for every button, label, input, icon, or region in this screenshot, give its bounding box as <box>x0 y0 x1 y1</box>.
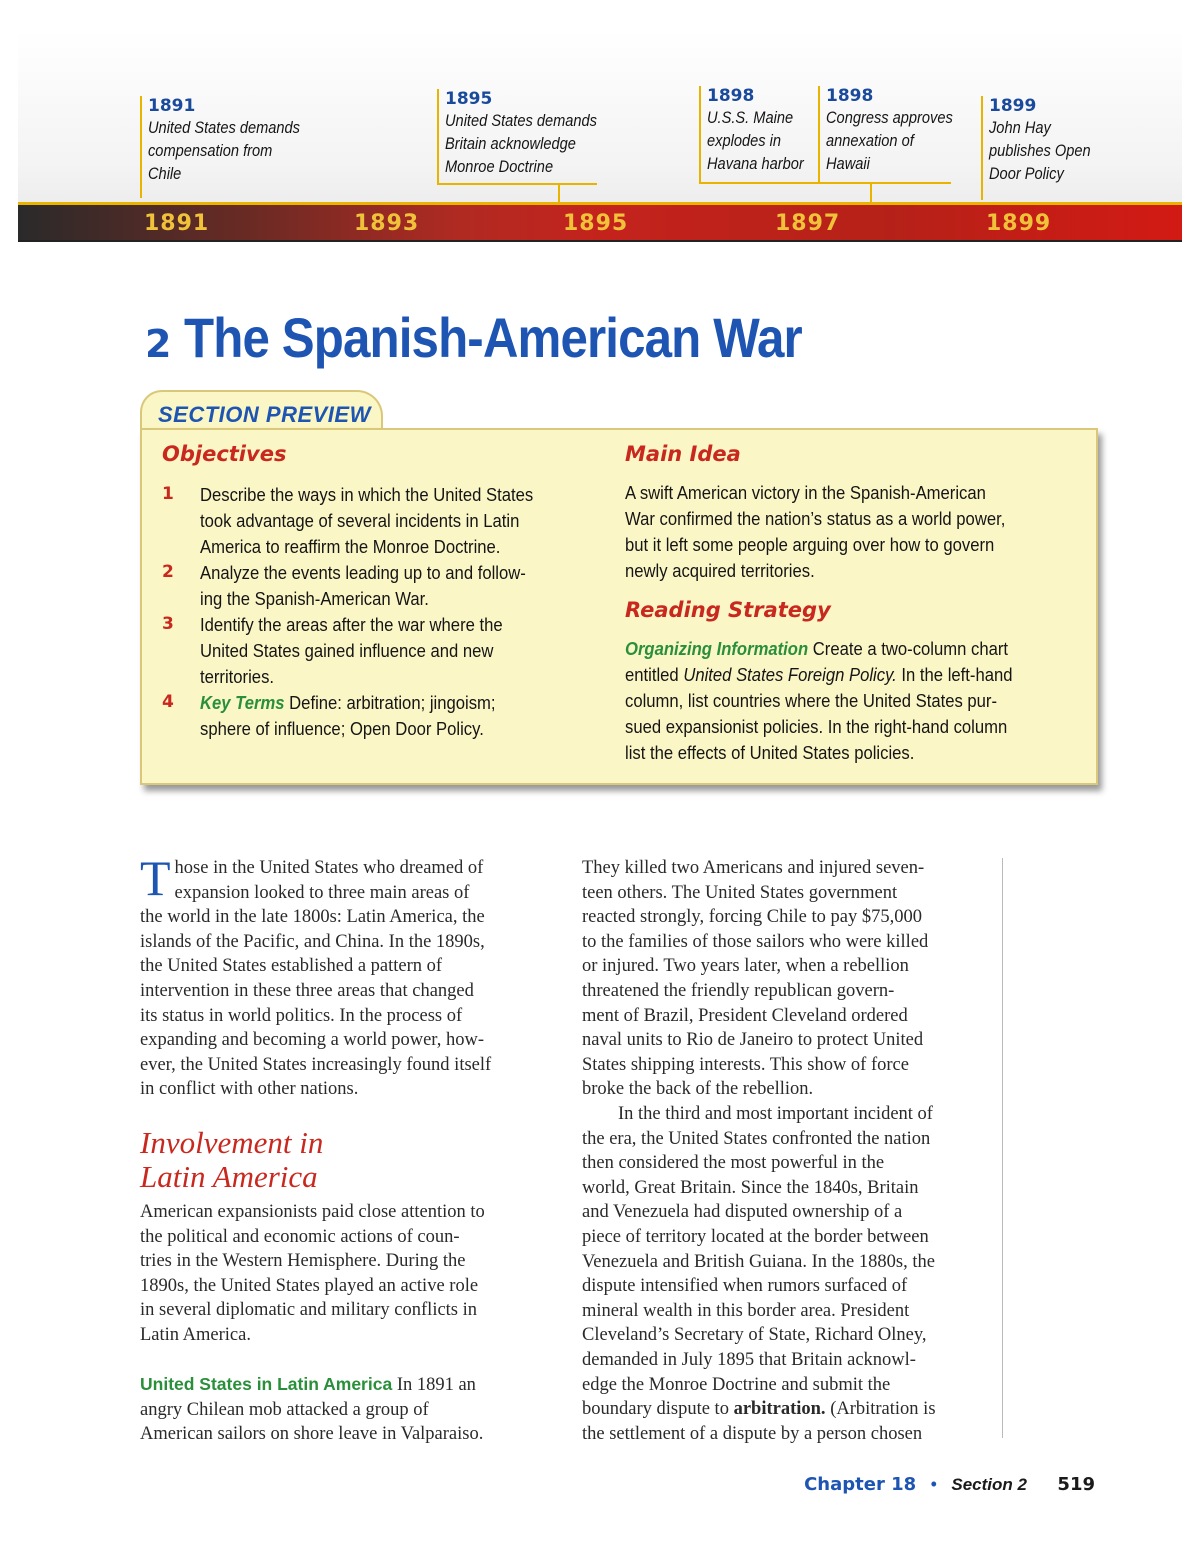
event-text-line: U.S.S. Maine <box>707 108 794 127</box>
body-line: American expansionists paid close attention to <box>140 1202 485 1222</box>
event-text-line: annexation of <box>826 131 914 150</box>
bar-year-label: 1893 <box>354 211 420 236</box>
strategy-line: Create a two-column chart <box>808 638 1009 659</box>
event-year: 1899 <box>989 96 1037 116</box>
section-preview-box <box>140 428 1098 785</box>
timeline-event-1895 <box>437 89 622 185</box>
objective-line: sphere of influence; Open Door Policy. <box>200 718 484 739</box>
body-column-2-para1 <box>582 856 980 1102</box>
section-preview-label: SECTION PREVIEW <box>158 402 371 427</box>
body-column-1-para2 <box>140 1200 538 1348</box>
body-line: in conflict with other nations. <box>140 1079 359 1100</box>
timeline-event-1898-maine <box>699 86 819 184</box>
page-footer <box>804 1474 1095 1495</box>
body-line: In 1891 an <box>392 1375 476 1395</box>
reading-strategy-text <box>625 636 1057 766</box>
section-title-text: The Spanish-American War <box>183 306 802 369</box>
timeline-event-1898-hawaii <box>818 86 973 184</box>
body-line: mineral wealth in this border area. President <box>582 1300 910 1321</box>
body-line: ment of Brazil, President Cleveland ordered <box>582 1005 908 1026</box>
objective-line: ing the Spanish-American War. <box>200 588 429 609</box>
event-text-line: Chile <box>148 164 182 183</box>
section-number: 2 <box>145 322 172 366</box>
objective-number: 4 <box>162 692 174 712</box>
timeline-connector <box>870 182 872 204</box>
body-line: and Venezuela had disputed ownership of a <box>582 1202 903 1223</box>
event-text-line: compensation from <box>148 141 273 160</box>
objective-number: 2 <box>162 562 174 582</box>
event-text-line: Havana harbor <box>707 154 804 173</box>
event-year: 1898 <box>707 86 755 106</box>
event-text-line: Congress approves <box>826 108 953 127</box>
main-idea-line: newly acquired territories. <box>625 560 815 581</box>
strategy-line: column, list countries where the United States pur- <box>625 690 998 711</box>
timeline-connector <box>437 183 597 185</box>
event-text-line: John Hay <box>989 118 1051 137</box>
strategy-line: In the left-hand <box>896 664 1013 685</box>
body-line: hose in the United States who dreamed of <box>174 858 484 878</box>
footer-bullet: • <box>930 1474 937 1494</box>
body-line: or injured. Two years later, when a rebellion <box>582 956 909 977</box>
main-idea-heading: Main Idea <box>625 442 741 466</box>
event-year: 1891 <box>148 96 196 116</box>
event-year: 1898 <box>826 86 874 106</box>
objective-line: took advantage of several incidents in Latin <box>200 510 520 531</box>
body-line: Venezuela and British Guiana. In the 1880s, the <box>582 1251 935 1272</box>
heading-line: Latin America <box>140 1159 318 1194</box>
event-year: 1895 <box>445 89 493 109</box>
body-line: intervention in these three areas that changed <box>140 980 474 1001</box>
event-text-line: Hawaii <box>826 154 870 173</box>
body-line: edge the Monroe Doctrine and submit the <box>582 1374 891 1395</box>
body-line: the world in the late 1800s: Latin America, the <box>140 907 485 928</box>
body-line: angry Chilean mob attacked a group of <box>140 1399 429 1420</box>
key-term-arbitration: arbitration. <box>733 1399 826 1420</box>
body-line: the United States established a pattern of <box>140 956 443 977</box>
timeline-connector <box>558 183 560 203</box>
main-idea-text <box>625 480 1057 584</box>
body-column-2-para2 <box>582 1102 980 1446</box>
drop-cap: T <box>140 850 171 906</box>
runin-heading: United States in Latin America <box>140 1374 393 1394</box>
body-line: the era, the United States confronted the nation <box>582 1128 931 1149</box>
objective-number: 3 <box>162 614 174 634</box>
body-line: ever, the United States increasingly found itself <box>140 1054 492 1075</box>
timeline-event-1899 <box>981 96 1107 200</box>
timeline-bar <box>18 202 1182 242</box>
body-line: Latin America. <box>140 1324 251 1345</box>
section-preview-tab <box>140 390 383 430</box>
bar-year-label: 1891 <box>144 211 210 236</box>
column-divider <box>1002 858 1003 1438</box>
event-text-line: publishes Open <box>989 141 1091 160</box>
event-text-line: Britain acknowledge <box>445 134 576 153</box>
objective-line: territories. <box>200 666 275 687</box>
body-line: in several diplomatic and military conflicts in <box>140 1300 478 1321</box>
objective-text <box>200 690 623 742</box>
body-line: its status in world politics. In the process of <box>140 1005 463 1026</box>
body-column-1-para3 <box>140 1372 538 1447</box>
timeline <box>0 0 1200 250</box>
body-line: demanded in July 1895 that Britain acknowl- <box>582 1349 916 1370</box>
body-line: 1890s, the United States played an active role <box>140 1275 479 1296</box>
objective-line: Describe the ways in which the United States <box>200 484 534 505</box>
objective-line: Define: arbitration; jingoism; <box>284 692 496 713</box>
body-line: (Arbitration is <box>825 1399 936 1420</box>
event-text-line: United States demands <box>445 111 597 130</box>
body-line: piece of territory located at the border between <box>582 1226 929 1247</box>
body-line: In the third and most important incident of <box>618 1104 933 1124</box>
body-line: then considered the most powerful in the <box>582 1153 885 1174</box>
bar-year-label: 1895 <box>563 211 629 236</box>
objective-line: Analyze the events leading up to and follow- <box>200 562 526 583</box>
objective-text <box>200 612 623 690</box>
event-text-line: United States demands <box>148 118 300 137</box>
strategy-line: list the effects of United States policies. <box>625 742 915 763</box>
organizing-information-label: Organizing Information <box>625 638 809 659</box>
body-line: broke the back of the rebellion. <box>582 1079 814 1100</box>
body-line: tries in the Western Hemisphere. During the <box>140 1251 466 1272</box>
event-text-line: Monroe Doctrine <box>445 157 554 176</box>
heading-line: Involvement in <box>140 1125 324 1160</box>
main-idea-line: but it left some people arguing over how to govern <box>625 534 995 555</box>
timeline-event-1891 <box>140 96 325 198</box>
body-line: They killed two Americans and injured seven- <box>582 858 925 878</box>
body-line: boundary dispute to <box>582 1399 734 1420</box>
key-terms-label: Key Terms <box>200 692 285 713</box>
body-line: teen others. The United States government <box>582 882 898 903</box>
strategy-line: entitled <box>625 664 684 685</box>
body-line: naval units to Rio de Janeiro to protect United <box>582 1030 924 1051</box>
main-idea-line: A swift American victory in the Spanish-American <box>625 482 986 503</box>
body-line: expansion looked to three main areas of <box>174 882 470 903</box>
body-line: the political and economic actions of coun- <box>140 1226 460 1247</box>
page-number: 519 <box>1057 1474 1095 1495</box>
event-text-line: explodes in <box>707 131 781 150</box>
body-line: States shipping interests. This show of force <box>582 1054 909 1075</box>
event-text-line: Door Policy <box>989 164 1064 183</box>
reading-strategy-heading: Reading Strategy <box>625 598 831 622</box>
section-heading-involvement <box>140 1126 323 1194</box>
body-line: threatened the friendly republican govern- <box>582 980 895 1001</box>
objective-number: 1 <box>162 484 174 504</box>
objectives-heading: Objectives <box>162 442 287 466</box>
footer-section: Section 2 <box>951 1475 1027 1494</box>
objective-line: United States gained influence and new <box>200 640 494 661</box>
body-line: reacted strongly, forcing Chile to pay $75,000 <box>582 907 922 928</box>
page-title <box>145 305 886 370</box>
body-line: the settlement of a dispute by a person chosen <box>582 1423 923 1444</box>
footer-chapter: Chapter 18 <box>804 1474 917 1495</box>
objective-text <box>200 482 623 560</box>
body-line: islands of the Pacific, and China. In the 1890s, <box>140 931 485 952</box>
body-line: American sailors on shore leave in Valparaiso. <box>140 1424 484 1445</box>
main-idea-line: War confirmed the nation’s status as a world power, <box>625 508 1006 529</box>
body-line: dispute intensified when rumors surfaced of <box>582 1276 908 1297</box>
bar-year-label: 1899 <box>986 211 1052 236</box>
strategy-chart-title: United States Foreign Policy. <box>683 664 897 685</box>
body-line: Cleveland’s Secretary of State, Richard Olney, <box>582 1325 927 1346</box>
body-line: expanding and becoming a world power, how- <box>140 1030 484 1051</box>
strategy-line: sued expansionist policies. In the right-hand column <box>625 716 1008 737</box>
body-line: world, Great Britain. Since the 1840s, Britain <box>582 1177 919 1198</box>
objective-text <box>200 560 623 612</box>
body-column-1-intro <box>140 850 538 1102</box>
bar-year-label: 1897 <box>775 211 841 236</box>
objective-line: Identify the areas after the war where the <box>200 614 503 635</box>
objective-line: America to reaffirm the Monroe Doctrine. <box>200 536 501 557</box>
body-line: to the families of those sailors who were killed <box>582 931 929 952</box>
